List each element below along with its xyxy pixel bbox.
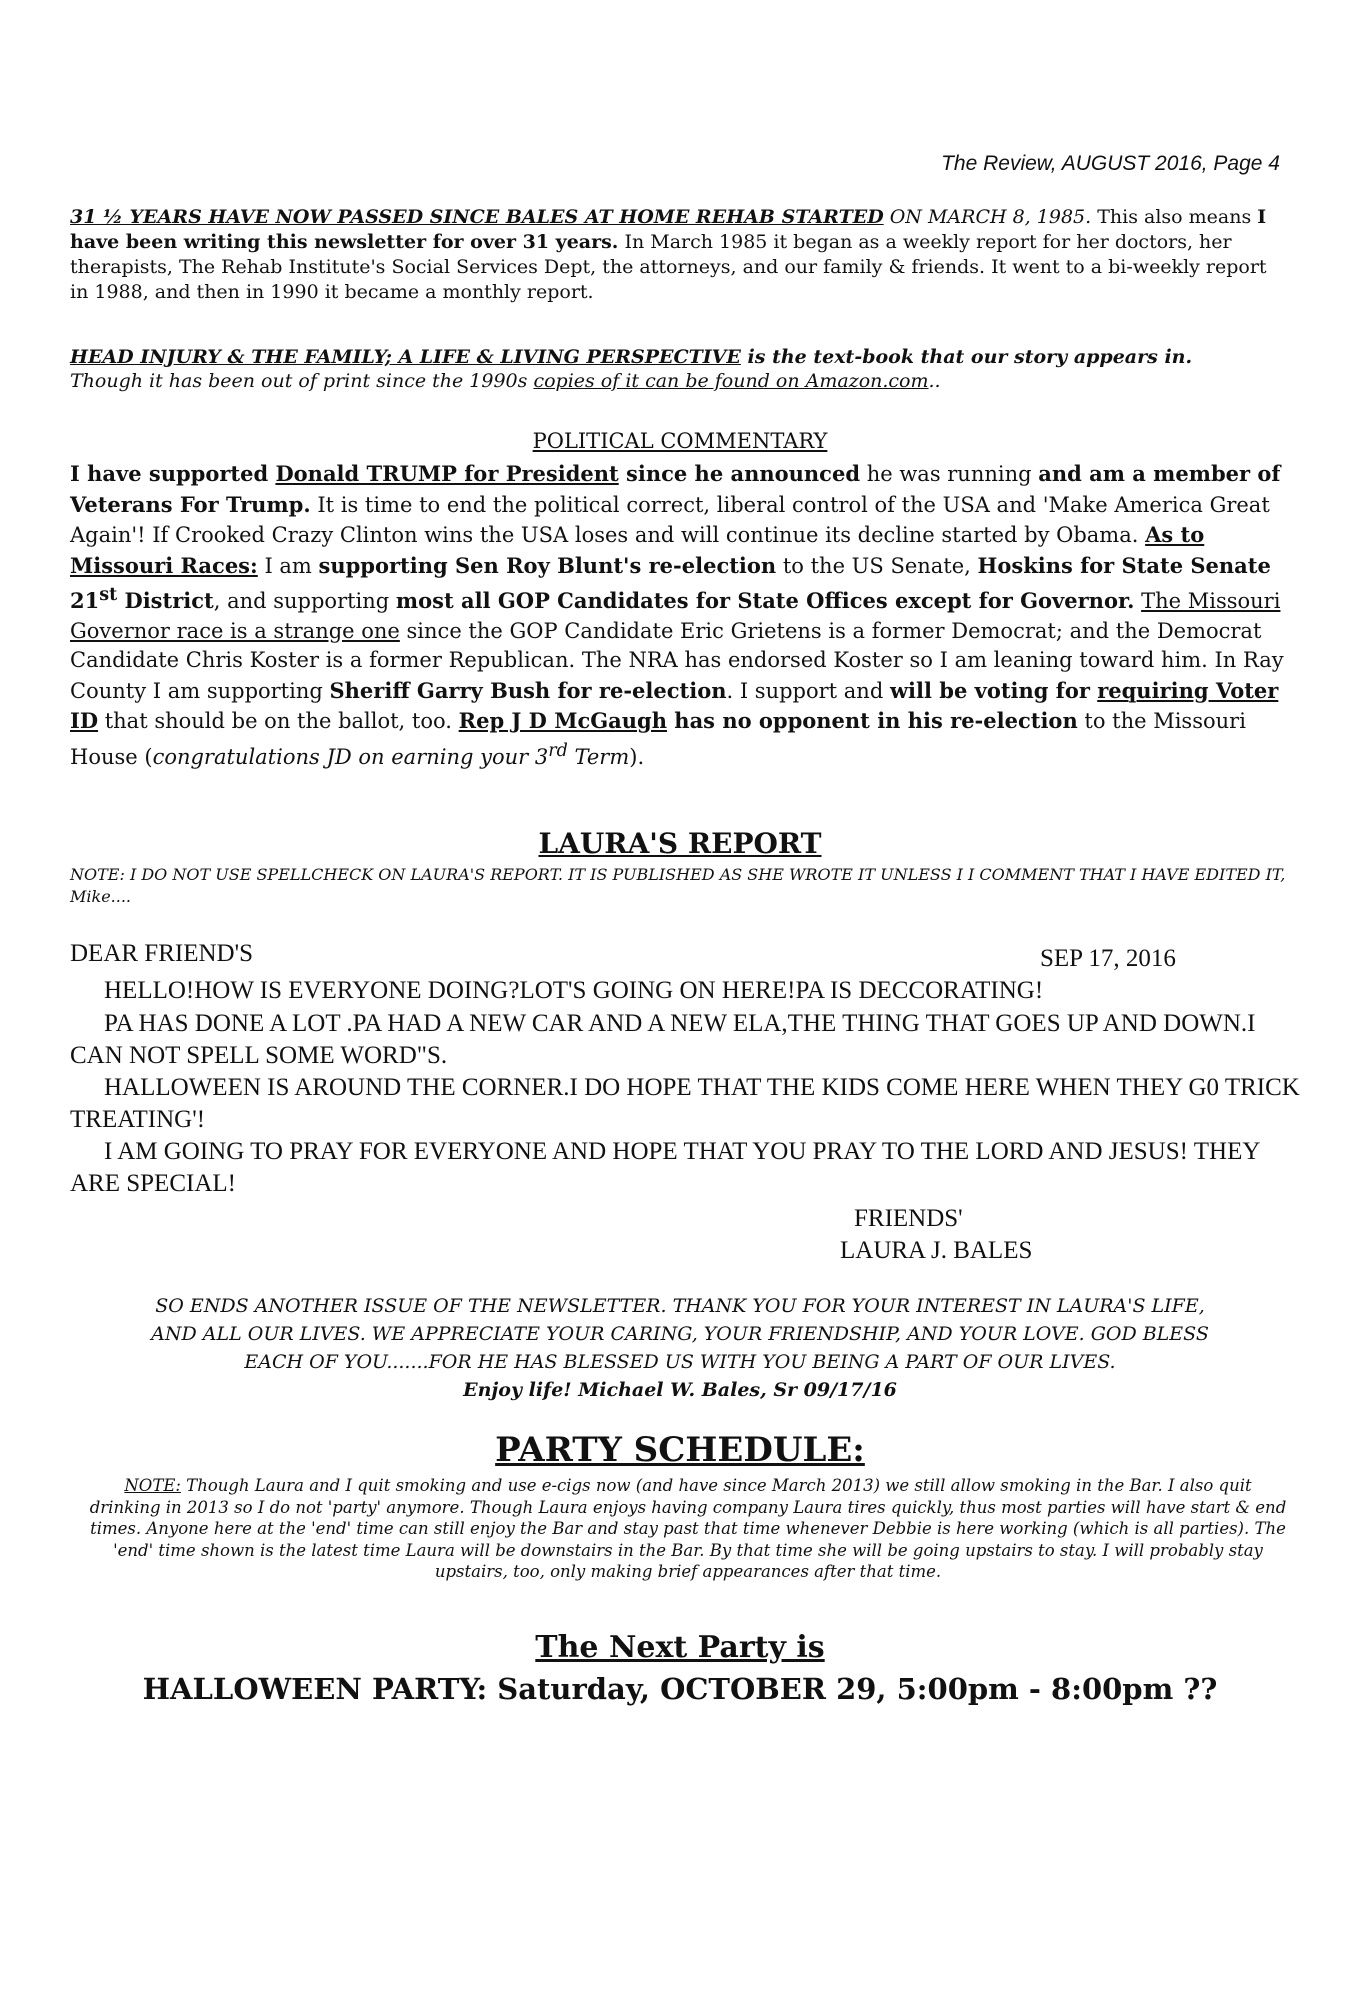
closing-line: AND ALL OUR LIVES. WE APPRECIATE YOUR CARING, YOUR FRIENDSHIP, AND YOUR LOVE. GOD BLESS (151, 1323, 1209, 1345)
pol-seg: that should be on the ballot, too. (98, 709, 459, 733)
pol-seg: and am a member of Veterans For Trump. (70, 461, 1281, 517)
pol-seg: has no opponent in his re-election (667, 708, 1078, 733)
pol-seg: Hoskins for State Senate 21 (70, 552, 1271, 613)
letter-paragraph: PA HAS DONE A LOT .PA HAD A NEW CAR AND A NEW ELA,THE THING THAT GOES UP AND DOWN.I CAN NOT SPELL SOME WORD"S. (70, 1010, 1256, 1069)
party-schedule-title: PARTY SCHEDULE: (495, 1430, 865, 1470)
intro-heading-date: ON MARCH 8, 1985. (883, 206, 1092, 228)
pol-seg: District (117, 588, 214, 613)
pol-seg: he was running (860, 462, 1039, 486)
pol-seg: most all GOP Candidates for State Offices except for Governor. (395, 588, 1135, 613)
pol-seg: Sheriff Garry Bush for re-election (329, 677, 727, 703)
pol-seg: . I support and (726, 678, 890, 703)
pol-seg: ). (629, 744, 645, 769)
intro-paragraph (70, 205, 1270, 305)
pol-seg: supporting Sen Roy Blunt's re-election (318, 552, 777, 578)
letter-date: SEP 17, 2016 (1040, 945, 1176, 972)
political-paragraph (70, 459, 1285, 772)
pol-seg: to the Missouri House ( (70, 709, 1246, 769)
pol-seg: , and supporting (213, 589, 396, 613)
closing-message (0, 1292, 1360, 1404)
pol-seg: since the GOP Candidate Eric Grietens is a former Democrat; and the Democrat Candidate Chris Koster is a former Republican. The NRA has endorsed Koster so I am leaning toward him. In Ray County I am supporting (70, 618, 1284, 703)
party-note-label: NOTE: (124, 1476, 181, 1495)
next-party-title: The Next Party is (535, 1630, 825, 1665)
intro-text: This also means (1091, 206, 1258, 228)
letter-greeting: DEAR FRIEND'S (70, 940, 253, 967)
book-title: HEAD INJURY & THE FAMILY; A LIFE & LIVING PERSPECTIVE (70, 346, 741, 368)
intro-text-rest: In March 1985 it began as a weekly report for her doctors, her therapists, The Rehab Institute's Social Services Dept, the attorneys, and our family & friends. It went to a bi-weekly report in 1988, and then in 1990 it became a monthly report. (70, 231, 1267, 303)
letter-signoff: FRIENDS' (854, 1205, 963, 1232)
book-amazon-link[interactable]: copies of it can be found on Amazon.com (533, 370, 929, 392)
pol-seg: Donald TRUMP for President (275, 461, 619, 486)
letter-paragraph: HELLO!HOW IS EVERYONE DOING?LOT'S GOING ON HERE!PA IS DECCORATING! (104, 977, 1044, 1004)
pol-seg: to the US Senate, (776, 553, 978, 578)
closing-line: SO ENDS ANOTHER ISSUE OF THE NEWSLETTER. THANK YOU FOR YOUR INTEREST IN LAURA'S LIFE, (155, 1295, 1205, 1317)
pol-seg: Term (567, 744, 630, 769)
closing-line: EACH OF YOU.......FOR HE HAS BLESSED US WITH YOU BEING A PART OF OUR LIVES. (244, 1351, 1116, 1373)
letter-signature: LAURA J. BALES (840, 1237, 1033, 1264)
pol-seg: I have supported (70, 461, 276, 486)
pol-seg: The Missouri Governor race is a strange one (70, 589, 1281, 643)
book-line2: Though it has been out of print since the 1990s (70, 370, 534, 392)
party-note-text: Though Laura and I quit smoking and use e-cigs now (and have since March 2013) we still allow smoking in the Bar. I also quit drinking in 2013 so I do not 'party' anymore. Though Laura enjoys having company Laura tires quickly, thus most parties will have start & end times. Anyone here at the 'end' time can still enjoy the Bar and stay past that time whenever Debbie is here working (which is all parties). The 'end' time shown is the latest time Laura will be downstairs in the Bar. By that time she will be going upstairs to stay. I will probably stay upstairs, too, only making brief appearances after that time. (89, 1476, 1287, 1581)
pol-sup: st (99, 585, 118, 605)
pol-seg: I am (257, 553, 319, 578)
letter-paragraph: HALLOWEEN IS AROUND THE CORNER.I DO HOPE THAT THE KIDS COME HERE WHEN THEY G0 TRICK TREATING'! (70, 1074, 1300, 1133)
pol-seg: Rep J D McGaugh (458, 708, 667, 733)
pol-seg: requiring Voter ID (70, 677, 1279, 733)
intro-heading: 31 ½ YEARS HAVE NOW PASSED SINCE BALES AT HOME REHAB STARTED (70, 206, 884, 228)
pol-sup: rd (548, 740, 568, 761)
book-title-rest: is the text-book that our story appears in. (740, 346, 1193, 368)
closing-signature: Enjoy life! Michael W. Bales, Sr 09/17/16 (463, 1379, 897, 1401)
letter-paragraph: I AM GOING TO PRAY FOR EVERYONE AND HOPE THAT YOU PRAY TO THE LORD AND JESUS! THEY ARE SPECIAL! (70, 1138, 1260, 1197)
book-paragraph (70, 345, 1290, 393)
lauras-report-note: NOTE: I DO NOT USE SPELLCHECK ON LAURA'S REPORT. IT IS PUBLISHED AS SHE WROTE IT UNLESS I I COMMENT THAT I HAVE EDITED IT, Mike.... (70, 865, 1286, 906)
next-party-event: HALLOWEEN PARTY: Saturday, OCTOBER 29, 5:00pm - 8:00pm ?? (142, 1672, 1218, 1706)
pol-seg: since he announced (618, 461, 861, 486)
intro-bold-text: I have been writing this newsletter for over 31 years. (70, 206, 1267, 253)
page-header: The Review, AUGUST 2016, Page 4 (941, 152, 1280, 175)
pol-seg: congratulations JD on earning your 3 (152, 744, 549, 769)
political-commentary-title: POLITICAL COMMENTARY (532, 429, 828, 453)
pol-seg: As to Missouri Races: (70, 522, 1205, 578)
pol-seg: will be voting for (889, 677, 1098, 703)
party-schedule-note (88, 1475, 1288, 1583)
book-line2-end: .. (928, 370, 941, 392)
pol-seg: It is time to end the political correct, liberal control of the USA and 'Make America Great Again'! If Crooked Crazy Clinton wins the USA loses and will continue its decline started by Obama. (70, 492, 1270, 547)
lauras-report-title: LAURA'S REPORT (538, 827, 822, 860)
